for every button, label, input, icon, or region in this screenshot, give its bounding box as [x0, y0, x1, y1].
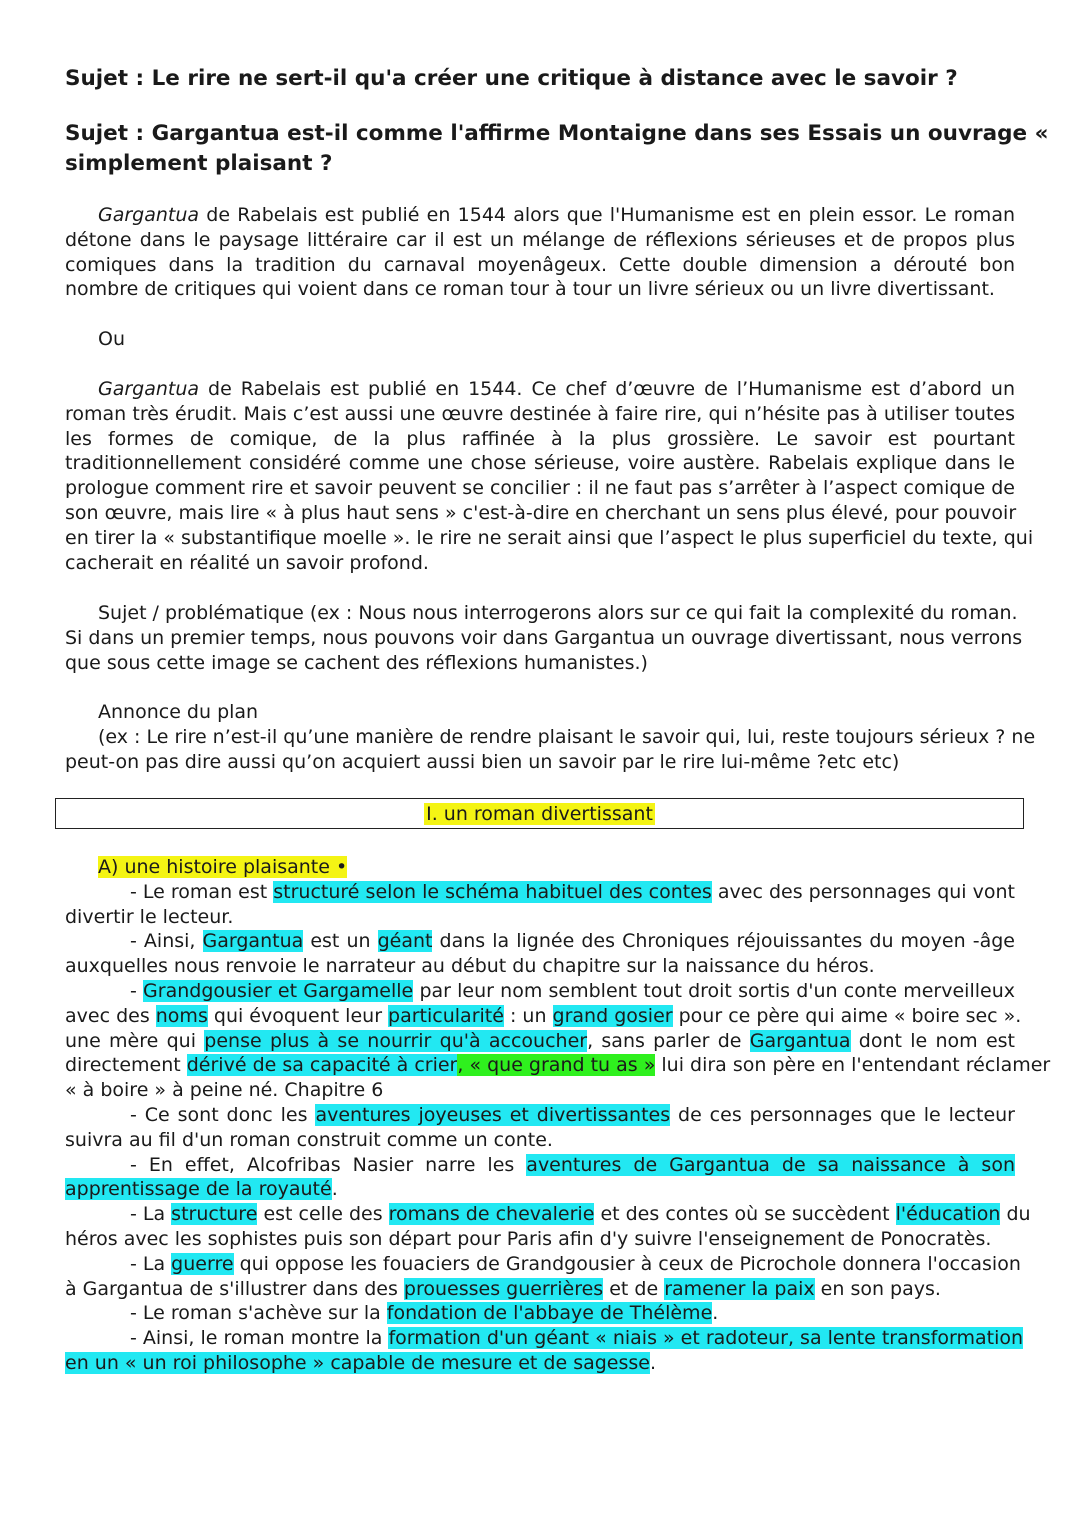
list-item: - La guerre qui oppose les fouaciers de Grandgousier à ceux de Picrochole donnera l'occasion [130, 1252, 1021, 1275]
list-item: - Grandgousier et Gargamelle par leur nom semblent tout droit sortis d'un conte merveilleux [130, 979, 1015, 1002]
list-item: - Le roman est structuré selon le schéma habituel des contes avec des personnages qui vont [130, 880, 1015, 903]
list-item: - En effet, Alcofribas Nasier narre les aventures de Gargantua de sa naissance à son [130, 1153, 1015, 1176]
sujet-2: Sujet : Gargantua est-il comme l'affirme Montaigne dans ses Essais un ouvrage « simplement plaisant ? [65, 121, 1049, 176]
section-title: I. un roman divertissant [426, 803, 653, 825]
subsection-heading: A) une histoire plaisante • [98, 856, 348, 878]
list-item: - Ainsi, Gargantua est un géant dans la lignée des Chroniques réjouissantes du moyen -âge [130, 930, 1015, 953]
list-item: - Le roman s'achève sur la fondation de l'abbaye de Thélème. [130, 1302, 719, 1325]
ou-separator: Ou [98, 328, 125, 350]
problematique-paragraph: Sujet / problématique (ex : Nous nous interrogerons alors sur ce qui fait la complexité du roman. Si dans un premier temps, nous pouvons voir dans Gargantua un ouvrage divertissant, nous verrons que sous cette image se cachent des réflexions humanistes.) [65, 602, 1023, 674]
section-body: A) une histoire plaisante • - Le roman est structuré selon le schéma habituel des contes avec des personnages qui vont divertir le lecteur. - Ainsi, Gargantua est un géant dans la lignée des Chroniques réjouissantes du moyen -âge auxquelles nous renvoie le narrateur au début du chapitre sur la naissance du héros. - Grandgousier et Gargamelle par leur nom semblent tout droit sortis d'un conte merveilleux avec des noms qui évoquent leur particularité : un grand gosier pour ce père qui aime « boire sec ». une mère qui pense plus à se nourrir qu'à accoucher, sans parler de Gargantua dont le nom est directement dérivé de sa capacité à crier, « que grand tu as » lui dira son père en l'entendant réclamer « à boire » à peine né. Chapitre 6 - Ce sont donc les aventures joyeuses et divertissantes de ces personnages que le lecteur suivra au fil d'un roman construit comme un conte. - En effet, Alcofribas Nasier narre les aventures de Gargantua de sa naissance à son apprentissage de la royauté. - La structure est celle des romans de chevalerie et des contes où se succèdent l'éducation du héros avec les sophistes puis son départ pour Paris afin d'y suivre l'enseignement de Ponocratès. - La guerre qui oppose les fouaciers de Grandgousier à ceux de Picrochole donnera l'occasion à Gargantua de s'illustrer dans des prouesses guerrières et de ramener la paix en son pays. - Le roman s'achève sur la fondation de l'abbaye de Thélème. - Ainsi, le roman montre la formation d'un géant « niais » et radoteur, sa lente transformation en un « un roi philosophe » capable de mesure et de sagesse. [65, 856, 1051, 1374]
introduction-paragraph-2: Gargantua de Rabelais est publié en 1544. Ce chef d’œuvre de l’Humanisme est d’abord un roman très érudit. Mais c’est aussi une œuvre destinée à faire rire, qui n’hésite pas à utiliser toutes les formes de comique, de la plus raffinée à la plus grossière. Le savoir est pourtant traditionnellement considéré comme une chose sérieuse, voire austère. Rabelais explique dans le prologue comment rire et savoir peuvent se concilier : il ne faut pas s’arrêter à l’aspect comique de son œuvre, mais lire « à plus haut sens » c'est-à-dire en cherchant un sens plus élevé, pour pouvoir en tirer la « substantifique moelle ». le rire ne serait ainsi que l’aspect le plus superficiel du texte, qui cacherait en réalité un savoir profond. [65, 378, 1034, 574]
list-item: - Ainsi, le roman montre la formation d'un géant « niais » et radoteur, sa lente transformation [130, 1327, 1024, 1350]
introduction-paragraph-1: Gargantua de Rabelais est publié en 1544 alors que l'Humanisme est en plein essor. Le roman détone dans le paysage littéraire car il est un mélange de réflexions sérieuses et de propos plus comiques dans la tradition du carnaval moyenâgeux. Cette double dimension a dérouté bon nombre de critiques qui voient dans ce roman tour à tour un livre sérieux ou un livre divertissant. [65, 204, 1015, 301]
sujet-1: Sujet : Le rire ne sert-il qu'a créer une critique à distance avec le savoir ? [65, 66, 958, 91]
list-item: - Ce sont donc les aventures joyeuses et divertissantes de ces personnages que le lecteur [130, 1103, 1015, 1126]
list-item: - La structure est celle des romans de chevalerie et des contes où se succèdent l'éducation du [130, 1203, 1031, 1226]
annonce-du-plan: Annonce du plan (ex : Le rire n’est-il qu’une manière de rendre plaisant le savoir qui, lui, reste toujours sérieux ? ne peut-on pas dire aussi qu’on acquiert aussi bien un savoir par le rire lui-même ?etc etc) [65, 701, 1036, 773]
section-title-box [55, 798, 1024, 829]
